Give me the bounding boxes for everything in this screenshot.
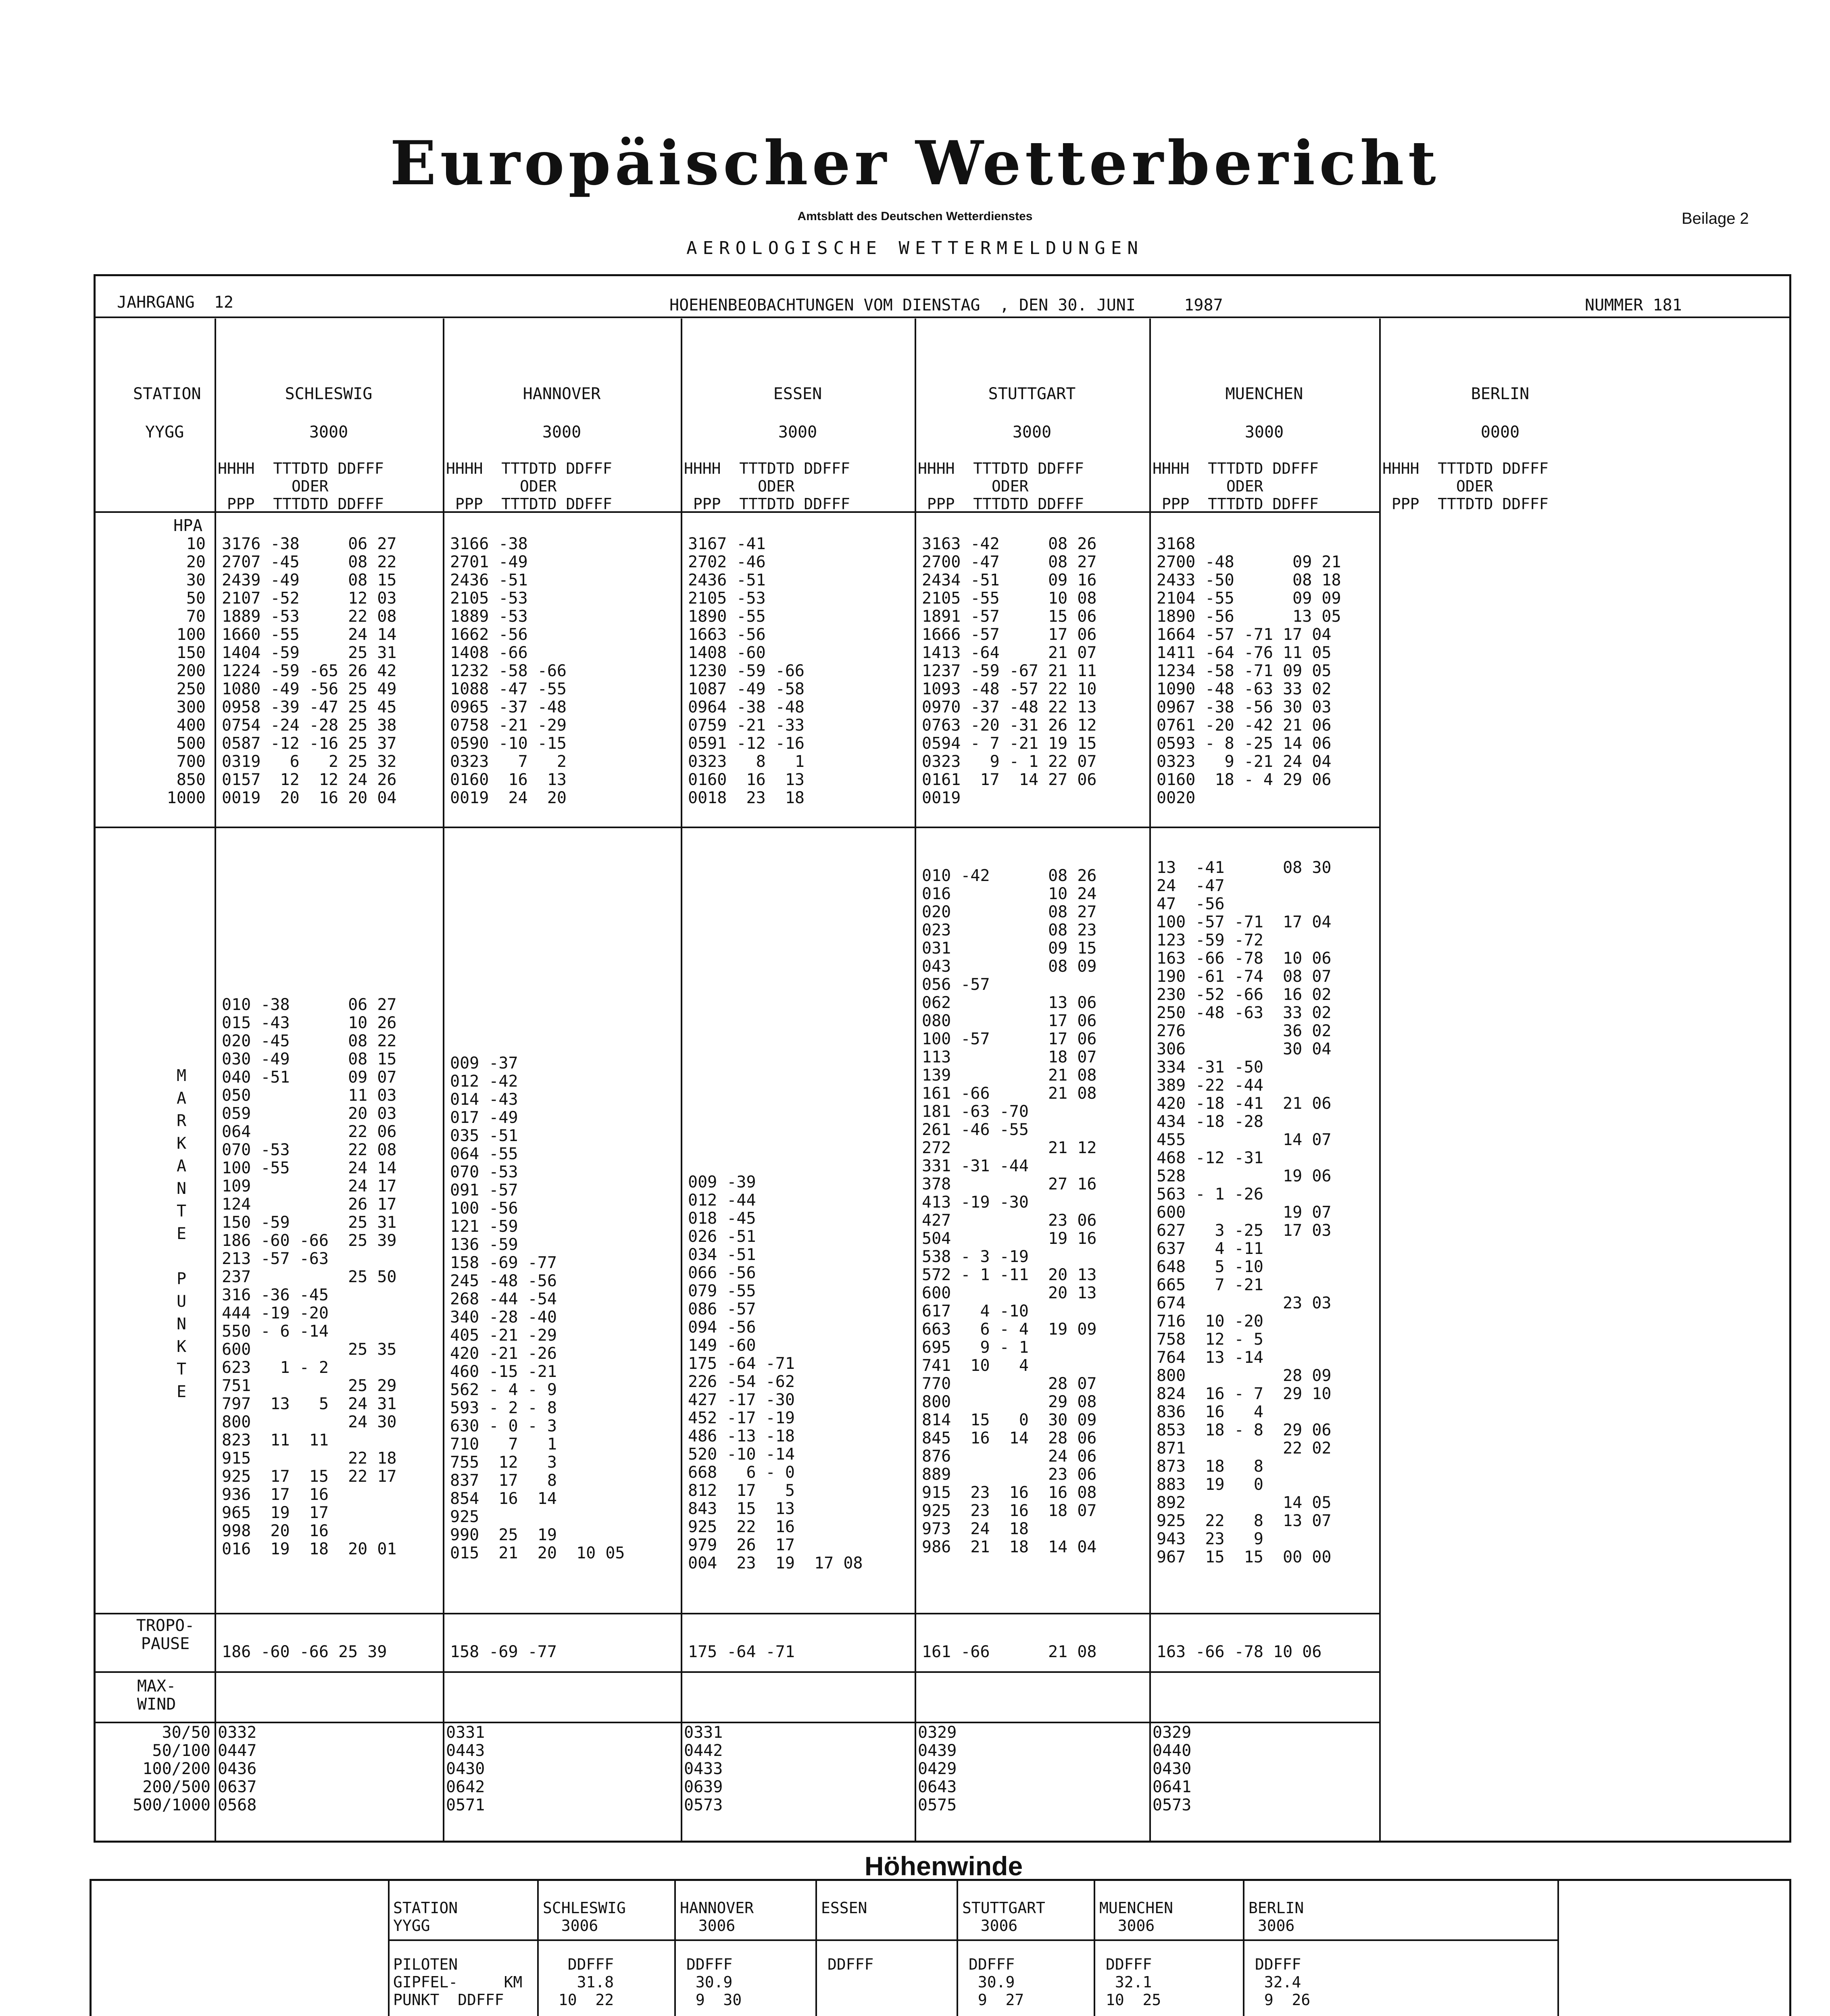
hw-col-sep bbox=[537, 1881, 539, 2016]
issue-number: NUMMER 181 bbox=[1585, 296, 1682, 314]
page-title: Europäischer Wetterbericht bbox=[390, 128, 1440, 199]
station-name: STUTTGART bbox=[988, 385, 1076, 403]
station-name: ESSEN bbox=[773, 385, 822, 403]
hw-piloten-data: DDFFF 32.4 9 26 bbox=[1255, 1956, 1311, 2009]
hw-piloten-data: DDFFF 30.9 9 27 bbox=[969, 1956, 1024, 2009]
markante-punkte-data: 13 -41 08 30 24 -47 47 -56 100 -57 -71 17 04 123 -59 -72 163 -66 -78 10 06 190 -61 -74 08 07 230 -52 -66 16 02 250 -48 -63 33 02 276 36 02 306 30 04 334 -31 -50 389 -22 -44 420 -18 -41 21 06 434 -18 -28 455 14 07 468 -12 -31 528 19 06 563 - 1 -26 600 19 07 627 3 -25 17 03 637 4 -11 648 5 -10 665 7 -21 674 23 03 716 10 -20 758 12 - 5 764 13 -14 800 28 09 824 16 - 7 29 10 836 16 4 853 18 - 8 29 06 871 22 02 873 18 8 883 19 0 892 14 05 925 22 8 13 07 943 23 9 967 15 15 00 00 bbox=[1157, 858, 1332, 1566]
markante-punkte-data: 010 -42 08 26 016 10 24 020 08 27 023 08 23 031 09 15 043 08 09 056 -57 062 13 06 080 17 06 100 -57 17 06 113 18 07 139 21 08 161 -66 21 08 181 -63 -70 261 -46 -55 272 21 12 331 -31 -44 378 27 16 413 -19 -30 427 23 06 504 19 16 538 - 3 -19 572 - 1 -11 20 13 600 20 13 617 4 -10 663 6 - 4 19 09 695 9 - 1 741 10 4 770 28 07 800 29 08 814 15 0 30 09 845 16 14 28 06 876 24 06 889 23 06 915 23 16 16 08 925 23 16 18 07 973 24 18 986 21 18 14 04 bbox=[922, 866, 1097, 1556]
standard-levels-data: 3168 2700 -48 09 21 2433 -50 08 18 2104 -55 09 09 1890 -56 13 05 1664 -57 -71 17 04 1411 -64 -76 11 05 1234 -58 -71 09 05 1090 -48 -63 33 02 0967 -38 -56 30 03 0761 -20 -42 21 06 0593 - 8 -25 14 06 0323 9 -21 24 04 0160 18 - 4 29 06 0020 bbox=[1157, 535, 1341, 807]
standard-levels-data: 3167 -41 2702 -46 2436 -51 2105 -53 1890 -55 1663 -56 1408 -60 1230 -59 -66 1087 -49 -58 0964 -38 -48 0759 -21 -33 0591 -12 -16 0323 8 1 0160 16 13 0018 23 18 bbox=[688, 535, 805, 807]
divider-markante bbox=[94, 1613, 1380, 1614]
maxwind-label: MAX- WIND bbox=[137, 1677, 176, 1714]
hw-sep-left bbox=[388, 1881, 390, 2016]
hw-divider-station bbox=[388, 1939, 1559, 1941]
station-yygg: 0000 bbox=[1480, 423, 1520, 442]
tropopause-data: 161 -66 21 08 bbox=[922, 1643, 1097, 1661]
station-name: MUENCHEN bbox=[1225, 385, 1303, 403]
yygg-label: YYGG bbox=[145, 423, 184, 442]
divider-tropo bbox=[94, 1671, 1380, 1673]
station-yygg: 3000 bbox=[1012, 423, 1052, 442]
divider-standard bbox=[94, 827, 1380, 828]
hw-station-name: ESSEN bbox=[821, 1899, 867, 1917]
standard-levels-data: 3166 -38 2701 -49 2436 -51 2105 -53 1889 -53 1662 -56 1408 -66 1232 -58 -66 1088 -47 -55 0965 -37 -48 0758 -21 -29 0590 -10 -15 0323 7 2 0160 16 13 0019 24 20 bbox=[450, 535, 567, 807]
tropopause-data: 186 -60 -66 25 39 bbox=[222, 1643, 387, 1661]
station-yygg: 3000 bbox=[778, 423, 817, 442]
hw-col-sep bbox=[957, 1881, 958, 2016]
tropopause-label: TROPO- PAUSE bbox=[136, 1616, 195, 1653]
station-yygg: 3000 bbox=[1244, 423, 1284, 442]
hw-station-name: HANNOVER 3006 bbox=[680, 1899, 754, 1935]
station-name: SCHLESWIG bbox=[285, 385, 373, 403]
column-header: HHHH TTTDTD DDFFF ODER PPP TTTDTD DDFFF bbox=[1382, 460, 1549, 513]
page-subtitle: Amtsblatt des Deutschen Wetterdienstes bbox=[797, 210, 1033, 223]
tropopause-data: 175 -64 -71 bbox=[688, 1643, 795, 1661]
hw-station-name: MUENCHEN 3006 bbox=[1099, 1899, 1173, 1935]
maxwind-data: 0329 0440 0430 0641 0573 bbox=[1153, 1723, 1192, 1814]
hw-station-label: STATION YYGG bbox=[393, 1899, 458, 1935]
observation-date: HOEHENBEOBACHTUNGEN VOM DIENSTAG , DEN 30. JUNI 1987 bbox=[669, 296, 1223, 314]
station-yygg: 3000 bbox=[309, 423, 348, 442]
station-label: STATION bbox=[133, 385, 201, 403]
jahrgang-label: JAHRGANG 12 bbox=[117, 293, 233, 312]
station-name: BERLIN bbox=[1471, 385, 1530, 403]
hw-col-sep bbox=[815, 1881, 817, 2016]
markante-punkte-data: 009 -39 012 -44 018 -45 026 -51 034 -51 066 -56 079 -55 086 -57 094 -56 149 -60 175 -64 -71 226 -54 -62 427 -17 -30 452 -17 -19 486 -13 -18 520 -10 -14 668 6 - 0 812 17 5 843 15 13 925 22 16 979 26 17 004 23 19 17 08 bbox=[688, 1173, 863, 1572]
tropopause-data: 158 -69 -77 bbox=[450, 1643, 557, 1661]
station-yygg: 3000 bbox=[542, 423, 582, 442]
hoehenwinde-title: Höhenwinde bbox=[864, 1851, 1023, 1881]
hw-station-name: SCHLESWIG 3006 bbox=[543, 1899, 626, 1935]
hw-station-name: STUTTGART 3006 bbox=[962, 1899, 1045, 1935]
hpa-levels: 10 20 30 50 70 100 150 200 250 300 400 500 700 850 1000 bbox=[167, 535, 206, 807]
maxwind-levels: 30/50 50/100 100/200 200/500 500/1000 bbox=[133, 1723, 211, 1814]
maxwind-data: 0331 0442 0433 0639 0573 bbox=[684, 1723, 723, 1814]
tropopause-data: 163 -66 -78 10 06 bbox=[1157, 1643, 1322, 1661]
column-header: HHHH TTTDTD DDFFF ODER PPP TTTDTD DDFFF bbox=[1153, 460, 1319, 513]
hw-piloten-label: PILOTEN GIPFEL- KM PUNKT DDFFF bbox=[393, 1956, 523, 2009]
hoehenwinde-table bbox=[90, 1879, 1791, 2016]
hw-station-name: BERLIN 3006 bbox=[1248, 1899, 1304, 1935]
hw-col-sep bbox=[1094, 1881, 1095, 2016]
hw-piloten-data: DDFFF 31.8 10 22 bbox=[558, 1956, 614, 2009]
hw-col-sep bbox=[674, 1881, 676, 2016]
maxwind-data: 0332 0447 0436 0637 0568 bbox=[218, 1723, 257, 1814]
markante-punkte-label: M A R K A N T E P U N K T E bbox=[176, 1066, 187, 1401]
markante-punkte-data: 010 -38 06 27 015 -43 10 26 020 -45 08 22 030 -49 08 15 040 -51 09 07 050 11 03 059 20 03 064 22 06 070 -53 22 08 100 -55 24 14 109 24 17 124 26 17 150 -59 25 31 186 -60 -66 25 39 213 -57 -63 237 25 50 316 -36 -45 444 -19 -20 550 - 6 -14 600 25 35 623 1 - 2 751 25 29 797 13 5 24 31 800 24 30 823 11 11 915 22 18 925 17 15 22 17 936 17 16 965 19 17 998 20 16 016 19 18 20 01 bbox=[222, 996, 397, 1558]
hw-col-sep bbox=[1243, 1881, 1244, 2016]
divider-info bbox=[94, 317, 1791, 318]
maxwind-data: 0331 0443 0430 0642 0571 bbox=[446, 1723, 485, 1814]
hpa-label: HPA bbox=[173, 516, 203, 535]
markante-punkte-data: 009 -37 012 -42 014 -43 017 -49 035 -51 064 -55 070 -53 091 -57 100 -56 121 -59 136 -59 158 -69 -77 245 -48 -56 268 -44 -54 340 -28 -40 405 -21 -29 420 -21 -26 460 -15 -21 562 - 4 - 9 593 - 2 - 8 630 - 0 - 3 710 7 1 755 12 3 837 17 8 854 16 14 925 990 25 19 015 21 20 10 05 bbox=[450, 1054, 625, 1562]
hw-sep-right bbox=[1557, 1881, 1559, 2016]
section-title: AEROLOGISCHE WETTERMELDUNGEN bbox=[686, 238, 1144, 258]
station-name: HANNOVER bbox=[523, 385, 601, 403]
hw-piloten-data: DDFFF bbox=[827, 1956, 874, 1973]
maxwind-data: 0329 0439 0429 0643 0575 bbox=[918, 1723, 957, 1814]
standard-levels-data: 3163 -42 08 26 2700 -47 08 27 2434 -51 09 16 2105 -55 10 08 1891 -57 15 06 1666 -57 17 06 1413 -64 21 07 1237 -59 -67 21 11 1093 -48 -57 22 10 0970 -37 -48 22 13 0763 -20 -31 26 12 0594 - 7 -21 19 15 0323 9 - 1 22 07 0161 17 14 27 06 0019 bbox=[922, 535, 1097, 807]
column-header: HHHH TTTDTD DDFFF ODER PPP TTTDTD DDFFF bbox=[218, 460, 384, 513]
supplement-label: Beilage 2 bbox=[1682, 210, 1749, 227]
column-header: HHHH TTTDTD DDFFF ODER PPP TTTDTD DDFFF bbox=[446, 460, 612, 513]
hw-piloten-data: DDFFF 30.9 9 30 bbox=[686, 1956, 742, 2009]
standard-levels-data: 3176 -38 06 27 2707 -45 08 22 2439 -49 08 15 2107 -52 12 03 1889 -53 22 08 1660 -55 24 14 1404 -59 25 31 1224 -59 -65 26 42 1080 -49 -56 25 49 0958 -39 -47 25 45 0754 -24 -28 25 38 0587 -12 -16 25 37 0319 6 2 25 32 0157 12 12 24 26 0019 20 16 20 04 bbox=[222, 535, 397, 807]
column-header: HHHH TTTDTD DDFFF ODER PPP TTTDTD DDFFF bbox=[918, 460, 1084, 513]
column-header: HHHH TTTDTD DDFFF ODER PPP TTTDTD DDFFF bbox=[684, 460, 850, 513]
hw-piloten-data: DDFFF 32.1 10 25 bbox=[1106, 1956, 1161, 2009]
